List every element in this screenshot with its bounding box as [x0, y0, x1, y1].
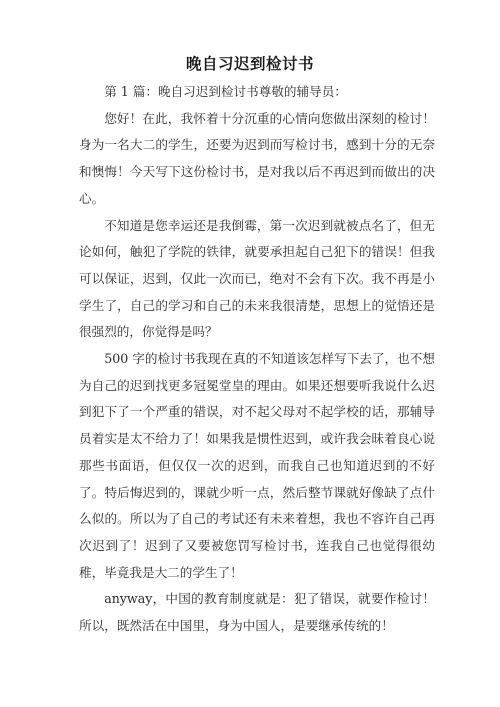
paragraph: 500 字的检讨书我现在真的不知道该怎样写下去了，也不想为自己的迟到找更多冠冕堂皇的理由。如果还想要听我说什么迟到犯下了一个严重的错误，对不起父母对不起学校的话，那辅导员着实是太不给力了！如果我是惯性迟到，或许我会昧着良心说那些书面语，但仅仅一次的迟到，而我自己也知道迟到的不好了。特后悔迟到的，课就少听一点，然后整节课就好像缺了点什么似的。所以为了自己的考试还有未来着想，我也不容许自己再次迟到了！迟到了又要被您罚写检讨书，连我自己也觉得很幼稚，毕竟我是大二的学生了！: [79, 351, 435, 580]
paragraph: 不知道是您幸运还是我倒霉，第一次迟到就被点名了，但无论如何，触犯了学院的铁律，就要承担起自己犯下的错误！但我可以保证，迟到，仅此一次而已，绝对不会有下次。我不再是小学生了，自己的学习和自己的未来我很清楚，思想上的觉悟还是很强烈的，你觉得是吗？: [79, 217, 435, 340]
paragraph: anyway，中国的教育制度就是：犯了错误，就要作检讨！所以，既然活在中国里，身为中国人，是要继承传统的！: [79, 591, 435, 634]
document-title: 晚自习迟到检讨书: [185, 55, 314, 73]
paragraph: 第 1 篇：晚自习迟到检讨书尊敬的辅导员：: [104, 84, 347, 99]
paragraph: 您好！在此，我怀着十分沉重的心情向您做出深刻的检讨！身为一名大二的学生，还要为迟到而写检讨书，感到十分的无奈和懊悔！今天写下这份检讨书，是对我以后不再迟到而做出的决心。: [79, 110, 435, 206]
document-body: [79, 79, 435, 640]
